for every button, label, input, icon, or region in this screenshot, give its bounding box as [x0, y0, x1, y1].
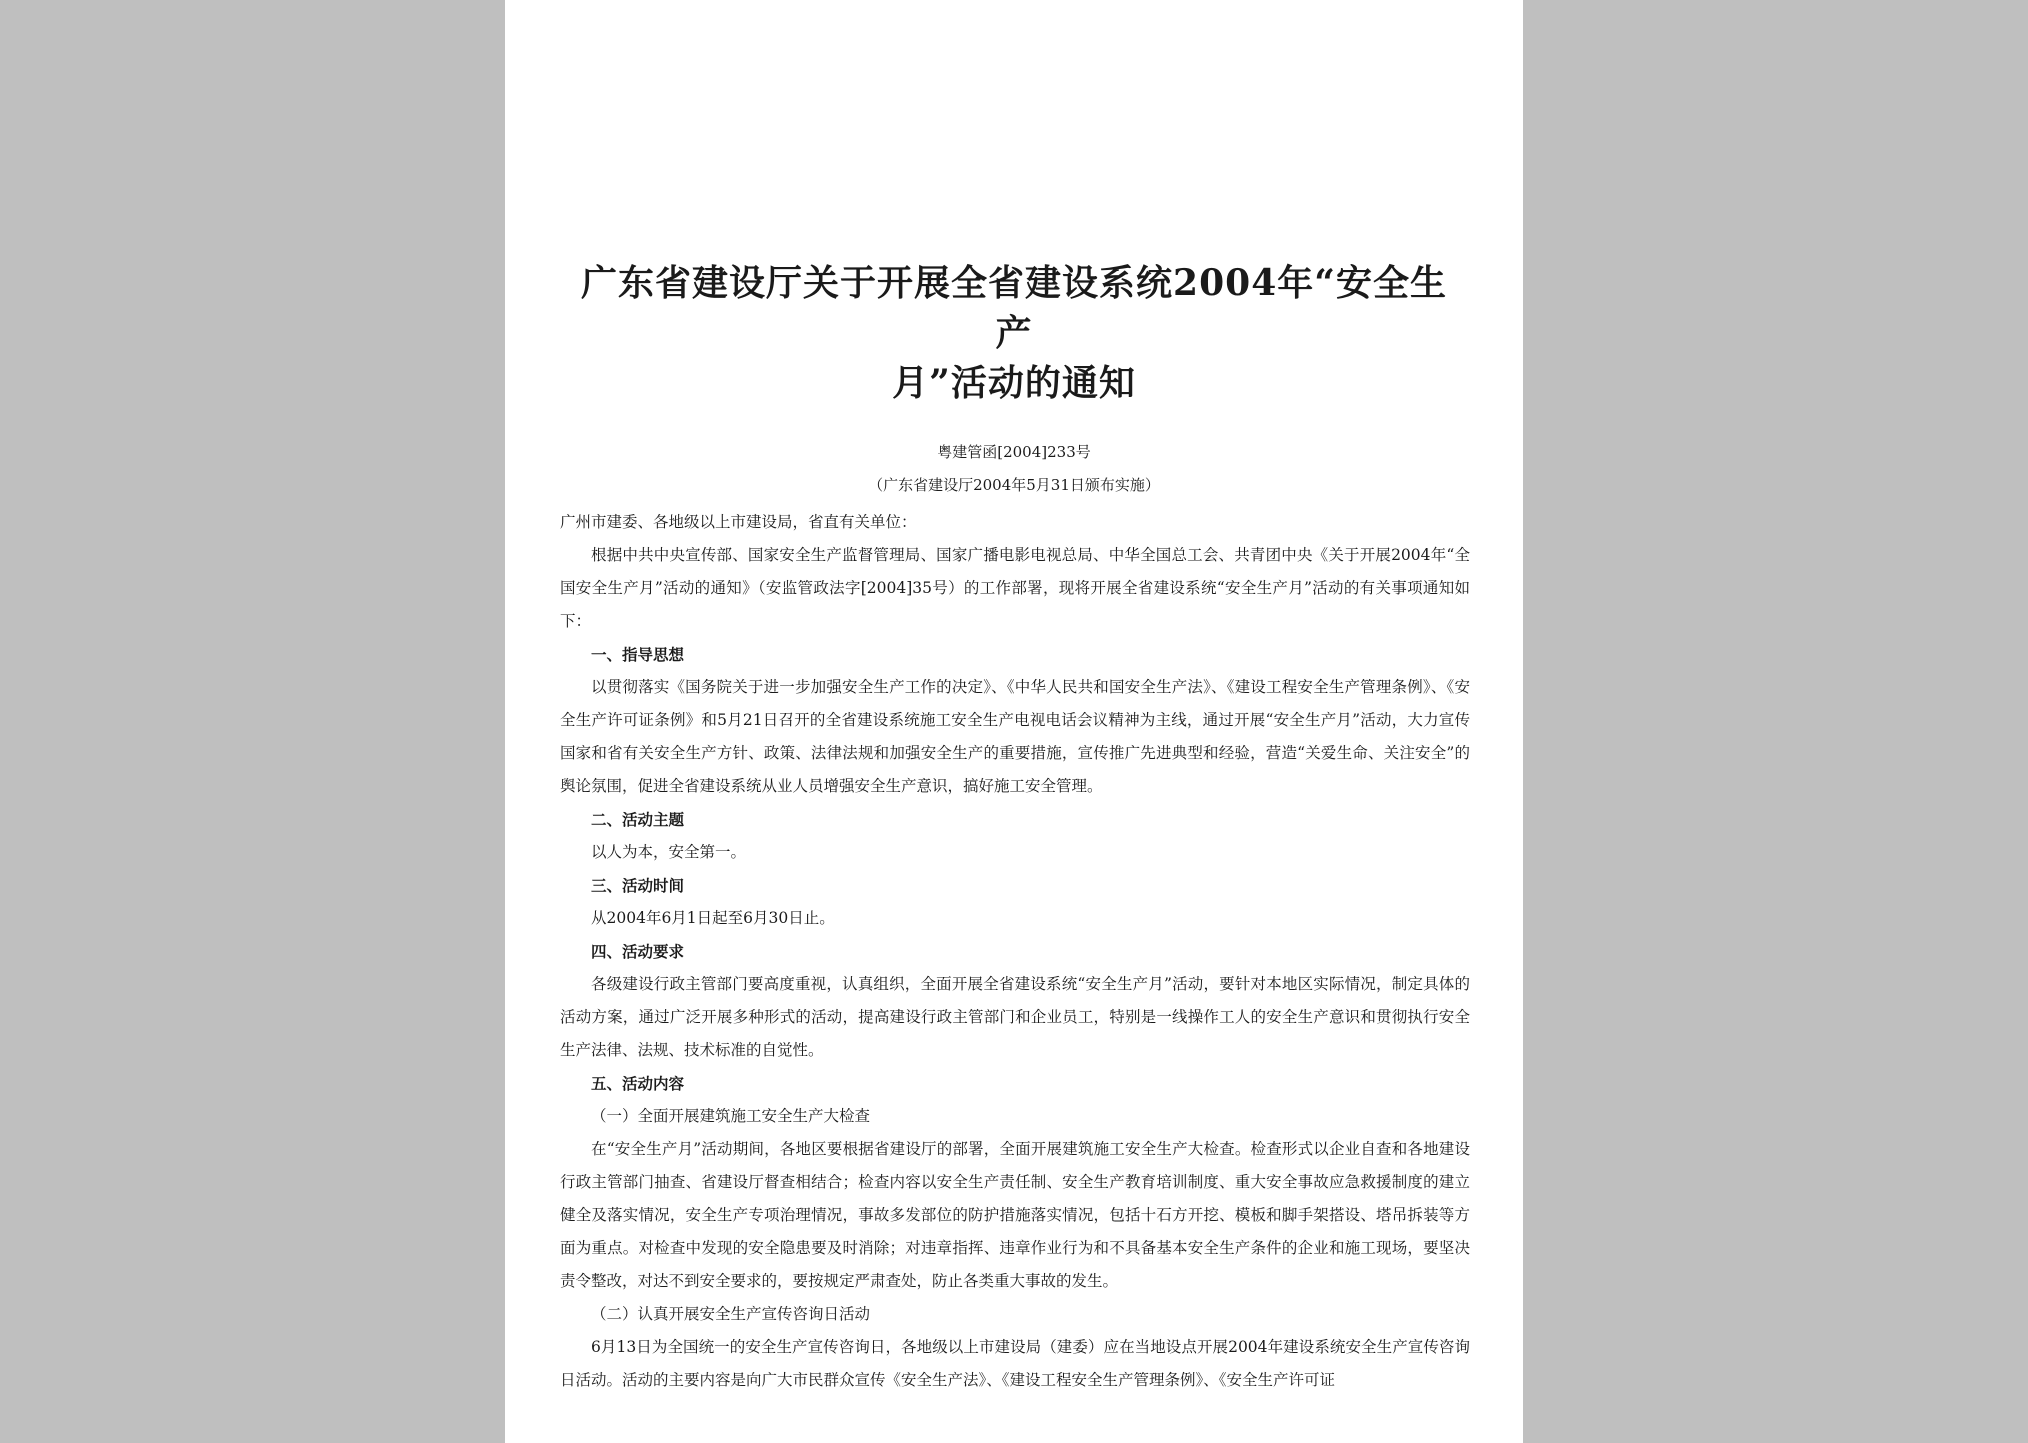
document-title — [565, 258, 1463, 408]
title-line-2: 月”活动的通知 — [892, 362, 1136, 404]
body-paragraph: 在“安全生产月”活动期间，各地区要根据省建设厅的部署，全面开展建筑施工安全生产大检查。检查形式以企业自查和各地建设行政主管部门抽查、省建设厅督查相结合；检查内容以安全生产责任制、安全生产教育培训制度、重大安全事故应急救援制度的建立健全及落实情况，安全生产专项治理情况，事故多发部位的防护措施落实情况，包括十石方开挖、模板和脚手架搭设、塔吊拆装等方面为重点。对检查中发现的安全隐患要及时消除；对违章指挥、违章作业行为和不具备基本安全生产条件的企业和施工现场，要坚决责令整改，对达不到安全要求的，要按规定严肃查处，防止各类重大事故的发生。 — [560, 1140, 1470, 1290]
body-paragraph: 以人为本，安全第一。 — [591, 843, 747, 861]
section-heading: 一、指导思想 — [591, 645, 685, 664]
document-body — [560, 506, 1470, 1397]
section-heading: 二、活动主题 — [591, 810, 685, 829]
section-heading: 四、活动要求 — [591, 942, 685, 961]
issue-note: （广东省建设厅2004年5月31日颁布实施） — [868, 476, 1160, 494]
body-paragraph: 广州市建委、各地级以上市建设局，省直有关单位： — [560, 513, 917, 531]
body-paragraph: 从2004年6月1日起至6月30日止。 — [591, 909, 835, 927]
body-paragraph: 6月13日为全国统一的安全生产宣传咨询日，各地级以上市建设局（建委）应在当地设点开展2004年建设系统安全生产宣传咨询日活动。活动的主要内容是向广大市民群众宣传《安全生产法》、《建设工程安全生产管理条例》、《安全生产许可证 — [560, 1338, 1470, 1389]
title-line-1: 广东省建设厅关于开展全省建设系统2004年“安全生产 — [581, 262, 1447, 354]
body-paragraph: 以贯彻落实《国务院关于进一步加强安全生产工作的决定》、《中华人民共和国安全生产法》、《建设工程安全生产管理条例》、《安全生产许可证条例》和5月21日召开的全省建设系统施工安全生产电视电话会议精神为主线，通过开展“安全生产月”活动，大力宣传国家和省有关安全生产方针、政策、法律法规和加强安全生产的重要措施，宣传推广先进典型和经验，营造“关爱生命、关注安全”的舆论氛围，促进全省建设系统从业人员增强安全生产意识，搞好施工安全管理。 — [560, 678, 1470, 795]
section-heading: 三、活动时间 — [591, 876, 685, 895]
body-paragraph: 各级建设行政主管部门要高度重视，认真组织，全面开展全省建设系统“安全生产月”活动，要针对本地区实际情况，制定具体的活动方案，通过广泛开展多种形式的活动，提高建设行政主管部门和企业员工，特别是一线操作工人的安全生产意识和贯彻执行安全生产法律、法规、技术标准的自觉性。 — [560, 975, 1470, 1059]
document-page — [505, 0, 1523, 1443]
section-heading: 五、活动内容 — [591, 1074, 685, 1093]
body-paragraph: （二）认真开展安全生产宣传咨询日活动 — [591, 1305, 871, 1323]
document-reference-number: 粤建管函[2004]233号 — [937, 443, 1091, 461]
body-paragraph: 根据中共中央宣传部、国家安全生产监督管理局、国家广播电影电视总局、中华全国总工会、共青团中央《关于开展2004年“全国安全生产月”活动的通知》（安监管政法字[2004]35号）的工作部署，现将开展全省建设系统“安全生产月”活动的有关事项通知如下： — [560, 546, 1470, 630]
body-paragraph: （一）全面开展建筑施工安全生产大检查 — [591, 1107, 871, 1125]
